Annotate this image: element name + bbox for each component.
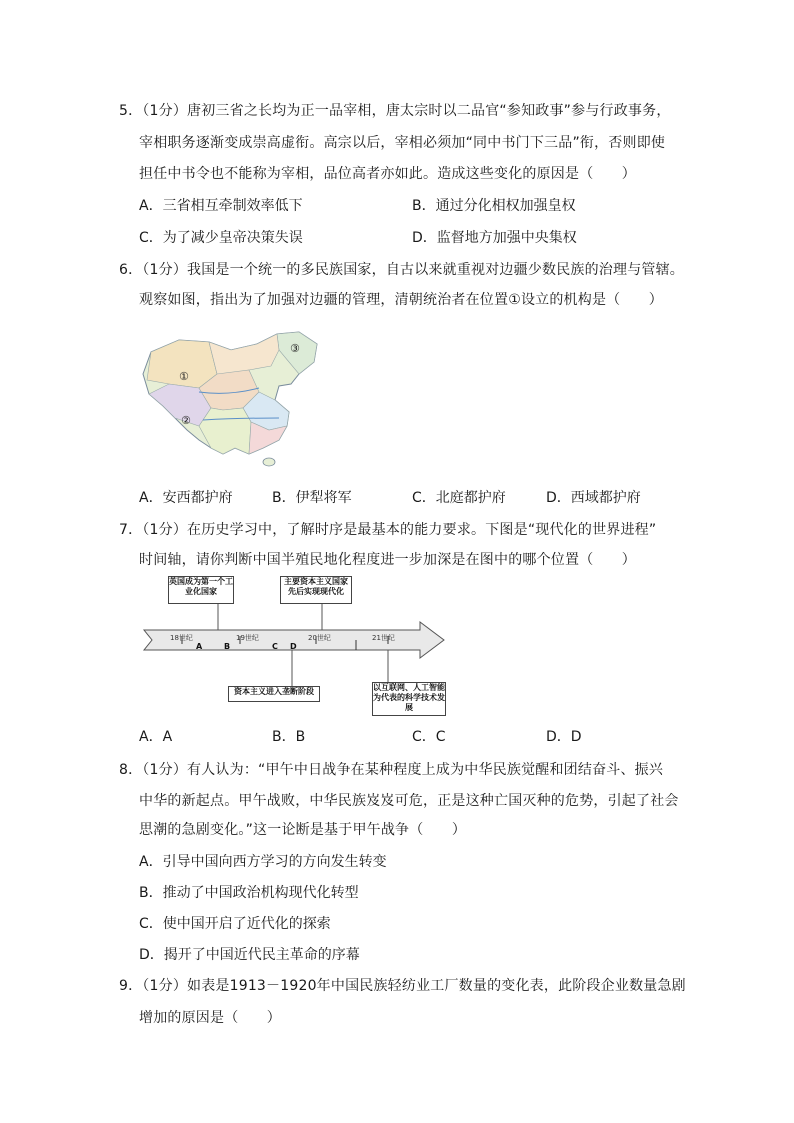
q7-option-d[interactable]: D．D: [546, 729, 582, 745]
q8-option-d[interactable]: D．揭开了中国近代民主革命的序幕: [139, 947, 360, 963]
china-map-figure: [139, 322, 324, 472]
q9-stem-line-1: 9．（1分）如表是1913－1920年中国民族轻纺业工厂数量的变化表，此阶段企业数量急剧: [119, 978, 686, 994]
q6-stem-line-1: 6．（1分）我国是一个统一的多民族国家，自古以来就重视对边疆少数民族的治理与管辖。: [119, 262, 685, 278]
q7-stem-line-1: 7．（1分）在历史学习中，了解时序是最基本的能力要求。下图是“现代化的世界进程”: [119, 522, 657, 538]
q7-stem-line-2: 时间轴，请你判断中国半殖民地化程度进一步加深是在图中的哪个位置（ ）: [139, 552, 636, 568]
q5-option-d[interactable]: D．监督地方加强中央集权: [412, 230, 577, 246]
q7-option-b[interactable]: B．B: [272, 729, 306, 745]
timeline-letter-c: C: [272, 642, 278, 651]
q5-option-c[interactable]: C．为了减少皇帝决策失误: [139, 230, 303, 246]
q6-option-c[interactable]: C．北庭都护府: [412, 490, 506, 506]
timeline-century-18: 18世纪: [170, 634, 193, 642]
map-label-1: ①: [179, 370, 189, 383]
q8-stem-line-3: 思潮的急剧变化。”这一论断是基于甲午战争（ ）: [139, 822, 467, 838]
map-label-3: ③: [290, 342, 300, 355]
timeline-century-19: 19世纪: [236, 634, 259, 642]
q5-option-a[interactable]: A．三省相互牵制效率低下: [139, 198, 303, 214]
q7-option-a[interactable]: A．A: [139, 729, 173, 745]
q6-option-a[interactable]: A．安西都护府: [139, 490, 233, 506]
q8-option-b[interactable]: B．推动了中国政治机构现代化转型: [139, 885, 359, 901]
q5-option-b[interactable]: B．通过分化相权加强皇权: [412, 198, 576, 214]
q9-stem-line-2: 增加的原因是（ ）: [139, 1010, 281, 1026]
q6-stem-line-2: 观察如图，指出为了加强对边疆的管理，清朝统治者在位置①设立的机构是（ ）: [139, 292, 663, 308]
timeline-box-modernization: 主要资本主义国家先后实现现代化: [280, 576, 352, 604]
q7-option-c[interactable]: C．C: [412, 729, 446, 745]
q6-option-d[interactable]: D．西域都护府: [546, 490, 641, 506]
q8-stem-line-1: 8．（1分）有人认为：“甲午中日战争在某种程度上成为中华民族觉醒和团结奋斗、振兴: [119, 762, 664, 778]
q8-option-a[interactable]: A．引导中国向西方学习的方向发生转变: [139, 854, 387, 870]
q6-option-b[interactable]: B．伊犁将军: [272, 490, 352, 506]
map-label-2: ②: [181, 414, 191, 427]
q5-stem-line-1: 5．（1分）唐初三省之长均为正一品宰相，唐太宗时以二品官“参知政事”参与行政事务，: [119, 103, 671, 119]
q8-stem-line-2: 中华的新起点。甲午战败，中华民族岌岌可危，正是这种亡国灭种的危势，引起了社会: [139, 793, 679, 809]
q8-option-c[interactable]: C．使中国开启了近代化的探索: [139, 916, 331, 932]
timeline-century-20: 20世纪: [308, 634, 331, 642]
timeline-figure: [140, 574, 462, 716]
q5-stem-line-3: 担任中书令也不能称为宰相，品位高者亦如此。造成这些变化的原因是（ ）: [139, 166, 636, 182]
timeline-letter-a: A: [196, 642, 203, 651]
timeline-box-monopoly: 资本主义进入垄断阶段: [228, 686, 320, 702]
timeline-letter-b: B: [224, 642, 231, 651]
timeline-century-21: 21世纪: [372, 634, 395, 642]
q5-stem-line-2: 宰相职务逐渐变成崇高虚衔。高宗以后，宰相必须加“同中书门下三品”衔，否则即使: [139, 135, 666, 151]
timeline-box-britain: 英国成为第一个工业化国家: [168, 576, 234, 604]
timeline-letter-d: D: [290, 642, 297, 651]
timeline-box-internet-ai: 以互联网、人工智能为代表的科学技术发展: [372, 682, 446, 716]
